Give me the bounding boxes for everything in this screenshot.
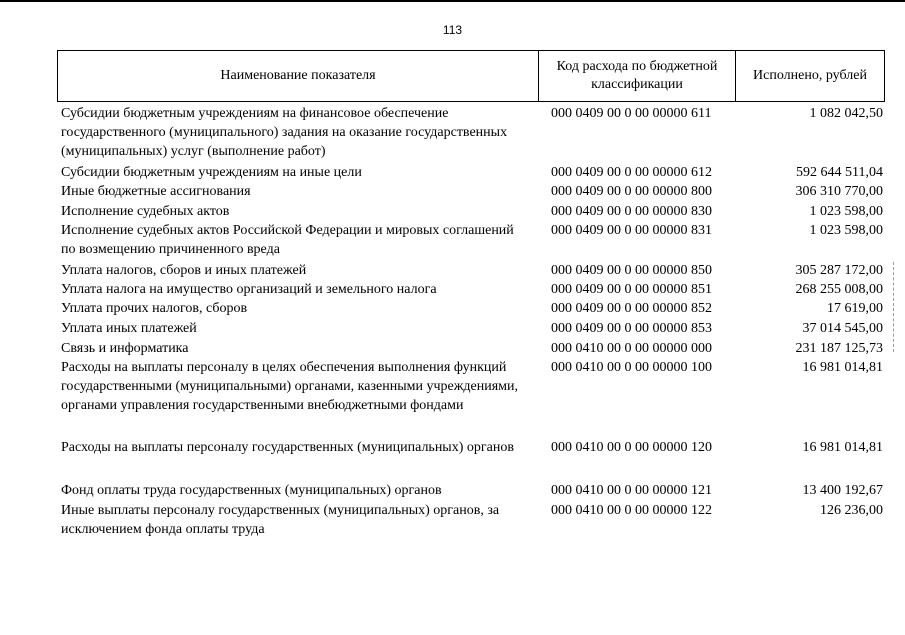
row-name: Иные бюджетные ассигнования (61, 184, 251, 199)
row-amount: 16 981 014,81 (802, 440, 883, 455)
row-name: Связь и информатика (61, 341, 189, 356)
row-name: Расходы на выплаты персоналу государственных (муниципальных) органов (61, 440, 514, 455)
row-code: 000 0409 00 0 00 00000 830 (551, 204, 712, 219)
row-name: Субсидии бюджетным учреждениям на иные цели (61, 165, 362, 180)
row-code: 000 0410 00 0 00 00000 000 (551, 341, 712, 356)
header-amount: Исполнено, рублей (753, 68, 867, 83)
row-name: Расходы на выплаты персоналу в целях обеспечения выполнения функций государственными (муниципальными) органами, казенными учреждениями, органами управления государственными внебюджетными фондами (61, 360, 518, 414)
row-amount: 17 619,00 (827, 301, 883, 316)
row-amount: 16 981 014,81 (802, 360, 883, 375)
row-code: 000 0409 00 0 00 00000 853 (551, 321, 712, 336)
row-name: Уплата налогов, сборов и иных платежей (61, 263, 307, 278)
row-code: 000 0409 00 0 00 00000 612 (551, 165, 712, 180)
row-name: Уплата иных платежей (61, 321, 197, 336)
row-name: Уплата прочих налогов, сборов (61, 301, 248, 316)
row-code: 000 0410 00 0 00 00000 120 (551, 440, 712, 455)
row-amount: 1 023 598,00 (809, 204, 883, 219)
row-amount: 1 023 598,00 (809, 223, 883, 238)
row-amount: 306 310 770,00 (795, 184, 883, 199)
row-amount: 126 236,00 (820, 503, 883, 518)
header-code: Код расхода по бюджетной классификации (539, 51, 736, 101)
header-name: Наименование показателя (58, 51, 539, 101)
row-amount: 37 014 545,00 (802, 321, 883, 336)
row-name: Иные выплаты персоналу государственных (муниципальных) органов, за исключением фонда оплаты труда (61, 503, 500, 538)
row-code: 000 0409 00 0 00 00000 831 (551, 223, 712, 238)
row-name: Исполнение судебных актов (61, 204, 230, 219)
scan-margin-mark (893, 262, 902, 352)
row-code: 000 0409 00 0 00 00000 852 (551, 301, 712, 316)
row-code: 000 0409 00 0 00 00000 800 (551, 184, 712, 199)
page-number: 113 (442, 23, 463, 37)
row-amount: 268 255 008,00 (795, 282, 883, 297)
row-name: Исполнение судебных актов Российской Федерации и мировых соглашений по возмещению причиненного вреда (61, 223, 514, 258)
row-amount: 231 187 125,73 (795, 341, 883, 356)
row-code: 000 0409 00 0 00 00000 611 (551, 106, 712, 121)
top-rule (0, 0, 905, 2)
row-amount: 592 644 511,04 (796, 165, 883, 180)
row-code: 000 0409 00 0 00 00000 851 (551, 282, 712, 297)
row-code: 000 0409 00 0 00 00000 850 (551, 263, 712, 278)
row-name: Фонд оплаты труда государственных (муниципальных) органов (61, 483, 442, 498)
row-amount: 13 400 192,67 (802, 483, 883, 498)
row-name: Субсидии бюджетным учреждениям на финансовое обеспечение государственного (муниципального) задания на оказание государственных (муниципальных) услуг (выполнение работ) (61, 106, 508, 160)
row-name: Уплата налога на имущество организаций и земельного налога (61, 282, 437, 297)
row-code: 000 0410 00 0 00 00000 100 (551, 360, 712, 375)
row-amount: 305 287 172,00 (795, 263, 883, 278)
row-amount: 1 082 042,50 (809, 106, 883, 121)
row-code: 000 0410 00 0 00 00000 121 (551, 483, 712, 498)
row-code: 000 0410 00 0 00 00000 122 (551, 503, 712, 518)
table-header (57, 50, 885, 102)
